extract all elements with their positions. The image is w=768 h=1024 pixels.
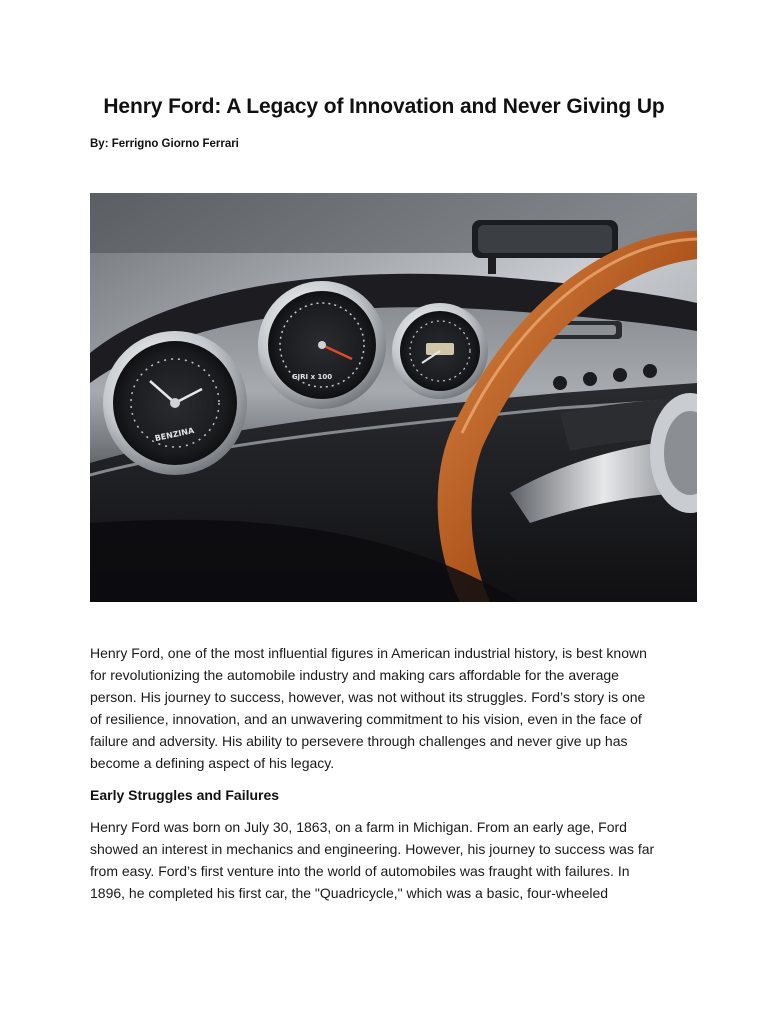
intro-line: Henry Ford, one of the most influential figures in American industrial history, is best known bbox=[90, 645, 647, 661]
fuel-gauge-icon bbox=[103, 331, 247, 475]
speedometer-icon bbox=[392, 303, 488, 399]
intro-line: failure and adversity. His ability to persevere through challenges and never give up has bbox=[90, 733, 628, 749]
intro-line: of resilience, innovation, and an unwavering commitment to his vision, even in the face of bbox=[90, 711, 642, 727]
dashboard-photo-illustration bbox=[90, 193, 697, 602]
section-heading: Early Struggles and Failures bbox=[90, 787, 280, 803]
early-struggles-line: 1896, he completed his first car, the "Quadricycle," which was a basic, four-wheeled bbox=[90, 885, 609, 901]
svg-text:BENZINA: BENZINA bbox=[154, 426, 195, 444]
article-title: Henry Ford: A Legacy of Innovation and Never Giving Up bbox=[103, 95, 665, 118]
early-struggles-line: from easy. Ford’s first venture into the world of automobiles was fraught with failures. In bbox=[90, 863, 630, 879]
dashboard-photo bbox=[90, 193, 697, 602]
intro-line: for revolutionizing the automobile industry and making cars affordable for the average bbox=[90, 667, 619, 683]
article-byline: By: Ferrigno Giorno Ferrari bbox=[90, 138, 239, 150]
intro-paragraph bbox=[90, 642, 690, 774]
early-struggles-line: showed an interest in mechanics and engineering. However, his journey to success was far bbox=[90, 841, 655, 857]
tachometer-icon bbox=[258, 281, 386, 409]
svg-text:GIRI x 100: GIRI x 100 bbox=[291, 373, 333, 381]
intro-line: person. His journey to success, however, was not without its struggles. Ford’s story is one bbox=[90, 689, 646, 705]
early-struggles-paragraph bbox=[90, 816, 690, 904]
intro-line: become a defining aspect of his legacy. bbox=[90, 755, 335, 771]
early-struggles-line: Henry Ford was born on July 30, 1863, on a farm in Michigan. From an early age, Ford bbox=[90, 819, 627, 835]
